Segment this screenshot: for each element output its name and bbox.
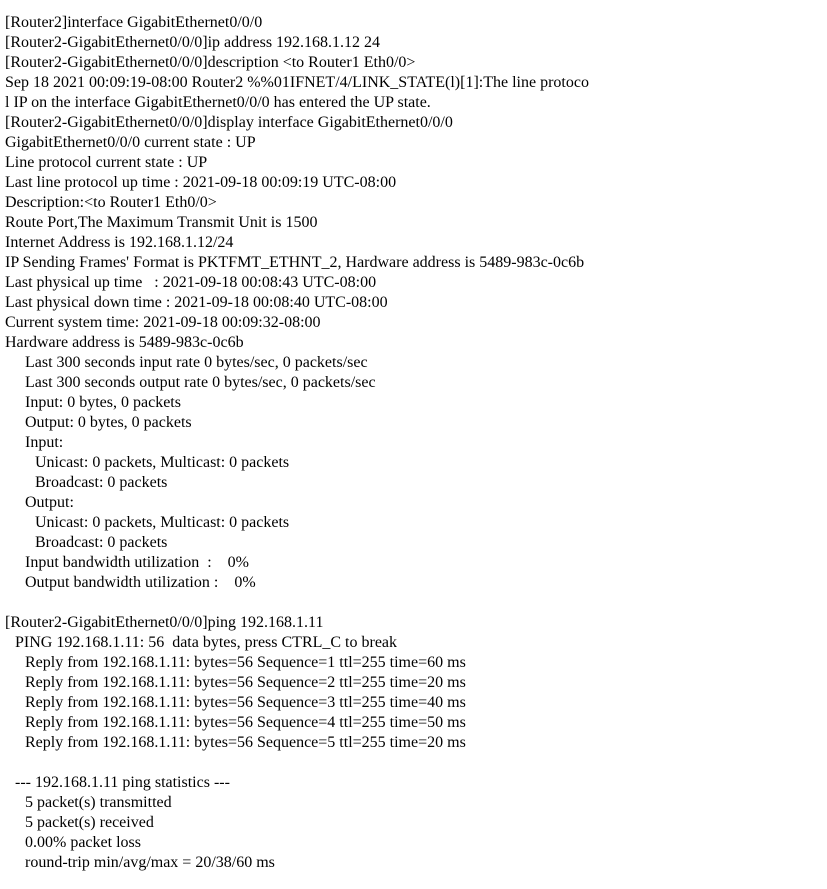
interface-status-line: Last physical down time : 2021-09-18 00:08:40 UTC-08:00 bbox=[5, 294, 388, 311]
output-counters-heading: Output: bbox=[25, 494, 74, 511]
interface-status-line: Route Port,The Maximum Transmit Unit is 1500 bbox=[5, 214, 318, 231]
terminal-line: [Router2-GigabitEthernet0/0/0]ip address 192.168.1.12 24 bbox=[5, 34, 381, 51]
log-message-line: Sep 18 2021 00:09:19-08:00 Router2 %%01IFNET/4/LINK_STATE(l)[1]:The line protoco bbox=[5, 74, 589, 91]
ping-statistics-header: --- 192.168.1.11 ping statistics --- bbox=[15, 774, 230, 791]
terminal-line: [Router2-GigabitEthernet0/0/0]display interface GigabitEthernet0/0/0 bbox=[5, 114, 453, 131]
ping-statistics-line: 0.00% packet loss bbox=[25, 834, 141, 851]
traffic-rate-line: Input: 0 bytes, 0 packets bbox=[25, 394, 181, 411]
bandwidth-utilization-line: Output bandwidth utilization : 0% bbox=[25, 574, 256, 591]
interface-status-line: IP Sending Frames' Format is PKTFMT_ETHNT_2, Hardware address is 5489-983c-0c6b bbox=[5, 254, 585, 271]
interface-status-line: Internet Address is 192.168.1.12/24 bbox=[5, 234, 234, 251]
ping-reply-line: Reply from 192.168.1.11: bytes=56 Sequence=2 ttl=255 time=20 ms bbox=[25, 674, 466, 691]
interface-status-line: Last line protocol up time : 2021-09-18 00:09:19 UTC-08:00 bbox=[5, 174, 397, 191]
ping-statistics-line: round-trip min/avg/max = 20/38/60 ms bbox=[25, 854, 275, 871]
ping-header-line: PING 192.168.1.11: 56 data bytes, press CTRL_C to break bbox=[15, 634, 398, 651]
interface-status-line: Description:<to Router1 Eth0/0> bbox=[5, 194, 217, 211]
ping-command-line: [Router2-GigabitEthernet0/0/0]ping 192.168.1.11 bbox=[5, 614, 324, 631]
bandwidth-utilization-line: Input bandwidth utilization : 0% bbox=[25, 554, 249, 571]
ping-reply-line: Reply from 192.168.1.11: bytes=56 Sequence=3 ttl=255 time=40 ms bbox=[25, 694, 466, 711]
traffic-rate-line: Last 300 seconds input rate 0 bytes/sec, 0 packets/sec bbox=[25, 354, 368, 371]
terminal-line: [Router2]interface GigabitEthernet0/0/0 bbox=[5, 14, 263, 31]
ping-reply-line: Reply from 192.168.1.11: bytes=56 Sequence=5 ttl=255 time=20 ms bbox=[25, 734, 466, 751]
output-broadcast-line: Broadcast: 0 packets bbox=[35, 534, 168, 551]
interface-status-line: Hardware address is 5489-983c-0c6b bbox=[5, 334, 244, 351]
blank-line bbox=[5, 593, 820, 613]
interface-status-line: GigabitEthernet0/0/0 current state : UP bbox=[5, 134, 256, 151]
ping-reply-line: Reply from 192.168.1.11: bytes=56 Sequence=1 ttl=255 time=60 ms bbox=[25, 654, 466, 671]
terminal-output[interactable] bbox=[5, 13, 820, 873]
input-broadcast-line: Broadcast: 0 packets bbox=[35, 474, 168, 491]
interface-status-line: Last physical up time : 2021-09-18 00:08:43 UTC-08:00 bbox=[5, 274, 377, 291]
ping-reply-line: Reply from 192.168.1.11: bytes=56 Sequence=4 ttl=255 time=50 ms bbox=[25, 714, 466, 731]
traffic-rate-line: Last 300 seconds output rate 0 bytes/sec, 0 packets/sec bbox=[25, 374, 376, 391]
log-message-line: l IP on the interface GigabitEthernet0/0/0 has entered the UP state. bbox=[5, 94, 431, 111]
interface-status-line: Line protocol current state : UP bbox=[5, 154, 208, 171]
interface-status-line: Current system time: 2021-09-18 00:09:32-08:00 bbox=[5, 314, 321, 331]
output-unicast-line: Unicast: 0 packets, Multicast: 0 packets bbox=[35, 514, 290, 531]
ping-statistics-line: 5 packet(s) transmitted bbox=[25, 794, 172, 811]
ping-statistics-line: 5 packet(s) received bbox=[25, 814, 154, 831]
traffic-rate-line: Output: 0 bytes, 0 packets bbox=[25, 414, 192, 431]
input-counters-heading: Input: bbox=[25, 434, 64, 451]
terminal-line: [Router2-GigabitEthernet0/0/0]description <to Router1 Eth0/0> bbox=[5, 54, 416, 71]
input-unicast-line: Unicast: 0 packets, Multicast: 0 packets bbox=[35, 454, 290, 471]
blank-line bbox=[5, 753, 820, 773]
